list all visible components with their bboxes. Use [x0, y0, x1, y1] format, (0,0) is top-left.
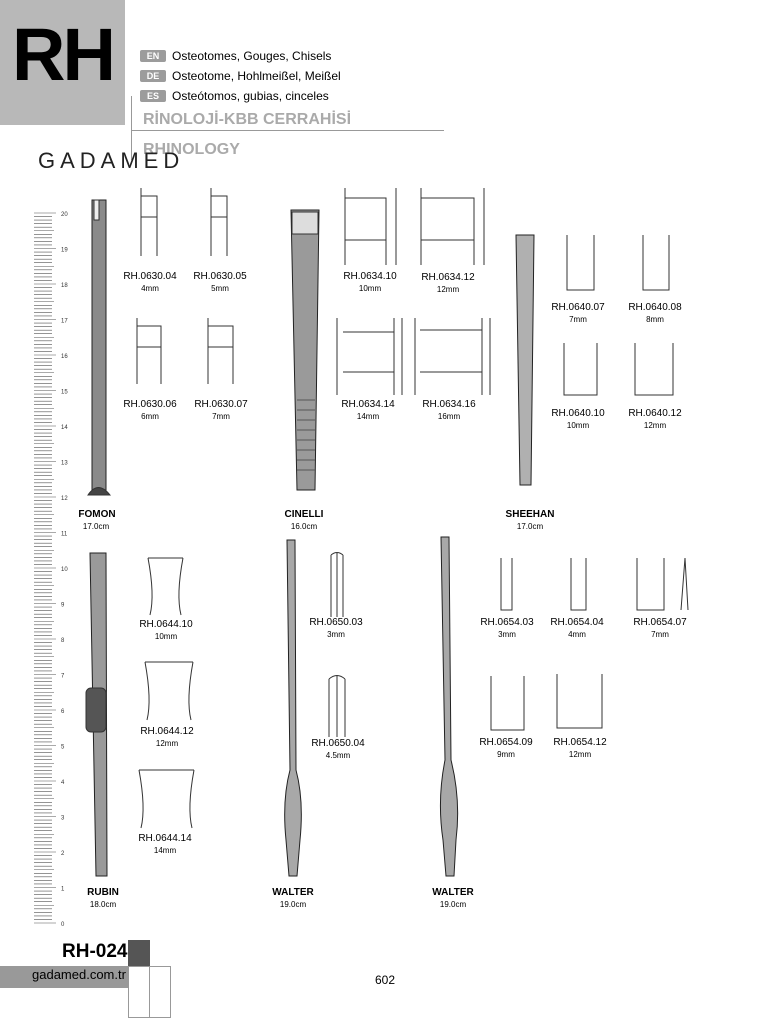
item-size: 4mm: [141, 284, 159, 293]
item-size: 12mm: [155, 739, 179, 748]
instrument-name-walter: WALTER: [432, 887, 474, 898]
item-code: RH.0654.07: [633, 617, 687, 628]
ruler-label: 15: [61, 389, 68, 396]
instrument-length-fomon: 17.0cm: [82, 522, 110, 531]
item-code: RH.0654.09: [479, 737, 533, 748]
item-size: 7mm: [569, 315, 587, 324]
item-size: 7mm: [212, 412, 230, 421]
item-size: 3mm: [498, 630, 516, 639]
ruler-label: 9: [61, 602, 65, 609]
ruler-label: 8: [61, 638, 65, 644]
ruler-label: 16: [61, 354, 68, 360]
item-code: RH.0654.03: [480, 617, 534, 628]
cinelli-osteotome-drawing: [291, 210, 319, 490]
ruler-label: 20: [61, 212, 68, 218]
tip-rh063412: [421, 188, 484, 265]
tip-rh065004: [329, 676, 345, 738]
ruler-label: 3: [61, 815, 65, 822]
item-code: RH.0640.07: [551, 302, 605, 313]
instrument-length-sheehan: 17.0cm: [516, 522, 544, 531]
instrument-name-cinelli: CINELLI: [284, 509, 324, 520]
footer-decor-boxes: [128, 966, 172, 1018]
lang-tag-en: EN: [140, 50, 166, 62]
lang-tag-de: DE: [140, 70, 166, 82]
tip-rh063006: [137, 318, 161, 384]
tip-rh063416: [415, 318, 490, 395]
instrument-name-rubin: RUBIN: [87, 887, 119, 898]
lang-tag-es: ES: [140, 90, 166, 102]
item-size: 14mm: [356, 412, 380, 421]
tip-rh065003: [331, 552, 343, 617]
instrument-name-fomon: FOMON: [78, 509, 116, 520]
tip-rh064412: [145, 662, 193, 720]
item-code: RH.0640.12: [628, 408, 682, 419]
category-title-tr: RİNOLOJİ-KBB CERRAHİSİ: [143, 111, 352, 128]
ruler-label: 11: [61, 531, 68, 538]
item-code: RH.0644.12: [140, 726, 194, 737]
item-code: RH.0644.14: [138, 833, 192, 844]
walter-osteotome-drawing-2: [440, 537, 457, 876]
item-size: 10mm: [358, 284, 382, 293]
item-code: RH.0634.16: [422, 399, 476, 410]
item-size: 12mm: [643, 421, 667, 430]
item-code: RH.0650.03: [309, 617, 363, 628]
item-code: RH.0634.14: [341, 399, 395, 410]
page-code: RH-024: [62, 941, 128, 962]
ruler-label: 14: [61, 425, 68, 431]
item-size: 6mm: [141, 412, 159, 421]
lang-text-es: Osteótomos, gubias, cinceles: [172, 89, 329, 103]
tip-rh065412: [557, 674, 602, 728]
item-code: RH.0630.07: [194, 399, 248, 410]
item-code: RH.0630.06: [123, 399, 177, 410]
ruler-label: 19: [61, 247, 68, 254]
tip-rh064410: [148, 558, 183, 615]
instrument-length-rubin: 18.0cm: [89, 900, 117, 909]
instrument-name-sheehan: SHEEHAN: [505, 509, 555, 520]
tip-rh063004: [141, 188, 157, 256]
item-size: 10mm: [566, 421, 590, 430]
ruler-label: 12: [61, 496, 68, 502]
tip-rh063005: [211, 188, 227, 256]
item-size: 16mm: [437, 412, 461, 421]
item-size: 4.5mm: [325, 751, 351, 760]
item-size: 8mm: [646, 315, 664, 324]
tip-rh063410: [345, 188, 396, 265]
item-code: RH.0640.10: [551, 408, 605, 419]
ruler-label: 13: [61, 460, 68, 467]
item-size: 10mm: [154, 632, 178, 641]
ruler-label: 5: [61, 744, 65, 751]
lang-text-en: Osteotomes, Gouges, Chisels: [172, 49, 332, 63]
tip-rh065409: [491, 676, 524, 730]
item-size: 12mm: [436, 285, 460, 294]
instrument-length-walter: 19.0cm: [439, 900, 467, 909]
tip-rh065407: [637, 558, 688, 610]
item-size: 7mm: [651, 630, 669, 639]
item-code: RH.0634.12: [421, 272, 475, 283]
instrument-name-walter: WALTER: [272, 887, 314, 898]
item-code: RH.0654.04: [550, 617, 604, 628]
tip-rh065403: [501, 558, 512, 610]
item-code: RH.0640.08: [628, 302, 682, 313]
tip-rh063414: [337, 318, 402, 395]
sheehan-osteotome-drawing: [516, 235, 534, 485]
ruler-label: 18: [61, 283, 68, 289]
item-size: 9mm: [497, 750, 515, 759]
ruler-label: 7: [61, 673, 65, 680]
item-code: RH.0654.12: [553, 737, 607, 748]
tip-rh064012: [635, 343, 673, 395]
website-link[interactable]: gadamed.com.tr: [32, 967, 126, 982]
item-size: 12mm: [568, 750, 592, 759]
item-code: RH.0650.04: [311, 738, 365, 749]
category-title-en: RHINOLOGY: [143, 141, 240, 158]
ruler-label: 4: [61, 780, 65, 786]
ruler-label: 6: [61, 709, 65, 715]
tip-rh064414: [139, 770, 194, 828]
ruler-label: 17: [61, 318, 68, 325]
instrument-length-cinelli: 16.0cm: [290, 522, 318, 531]
instrument-length-walter: 19.0cm: [279, 900, 307, 909]
walter-osteotome-drawing-1: [285, 540, 302, 876]
item-size: 5mm: [211, 284, 229, 293]
page-number: 602: [375, 973, 396, 987]
item-code: RH.0634.10: [343, 271, 397, 282]
tip-rh064010: [564, 343, 597, 395]
tip-rh064008: [643, 235, 669, 290]
item-size: 4mm: [568, 630, 586, 639]
tip-rh064007: [567, 235, 594, 290]
tip-rh063007: [208, 318, 233, 384]
tip-rh065404: [571, 558, 586, 610]
item-size: 14mm: [153, 846, 177, 855]
section-code: RH: [12, 13, 113, 96]
item-code: RH.0630.05: [193, 271, 247, 282]
page-code-accent: [128, 940, 150, 966]
item-size: 3mm: [327, 630, 345, 639]
lang-text-de: Osteotome, Hohlmeißel, Meißel: [172, 69, 341, 83]
item-code: RH.0630.04: [123, 271, 177, 282]
ruler-label: 10: [61, 567, 68, 573]
item-code: RH.0644.10: [139, 619, 193, 630]
brand-logo: GADAMED: [38, 148, 185, 173]
fomon-osteotome-drawing: [88, 200, 110, 495]
ruler-label: 0: [61, 922, 65, 928]
ruler-label: 1: [61, 886, 65, 893]
rubin-osteotome-drawing: [86, 553, 107, 876]
ruler-label: 2: [61, 851, 65, 857]
